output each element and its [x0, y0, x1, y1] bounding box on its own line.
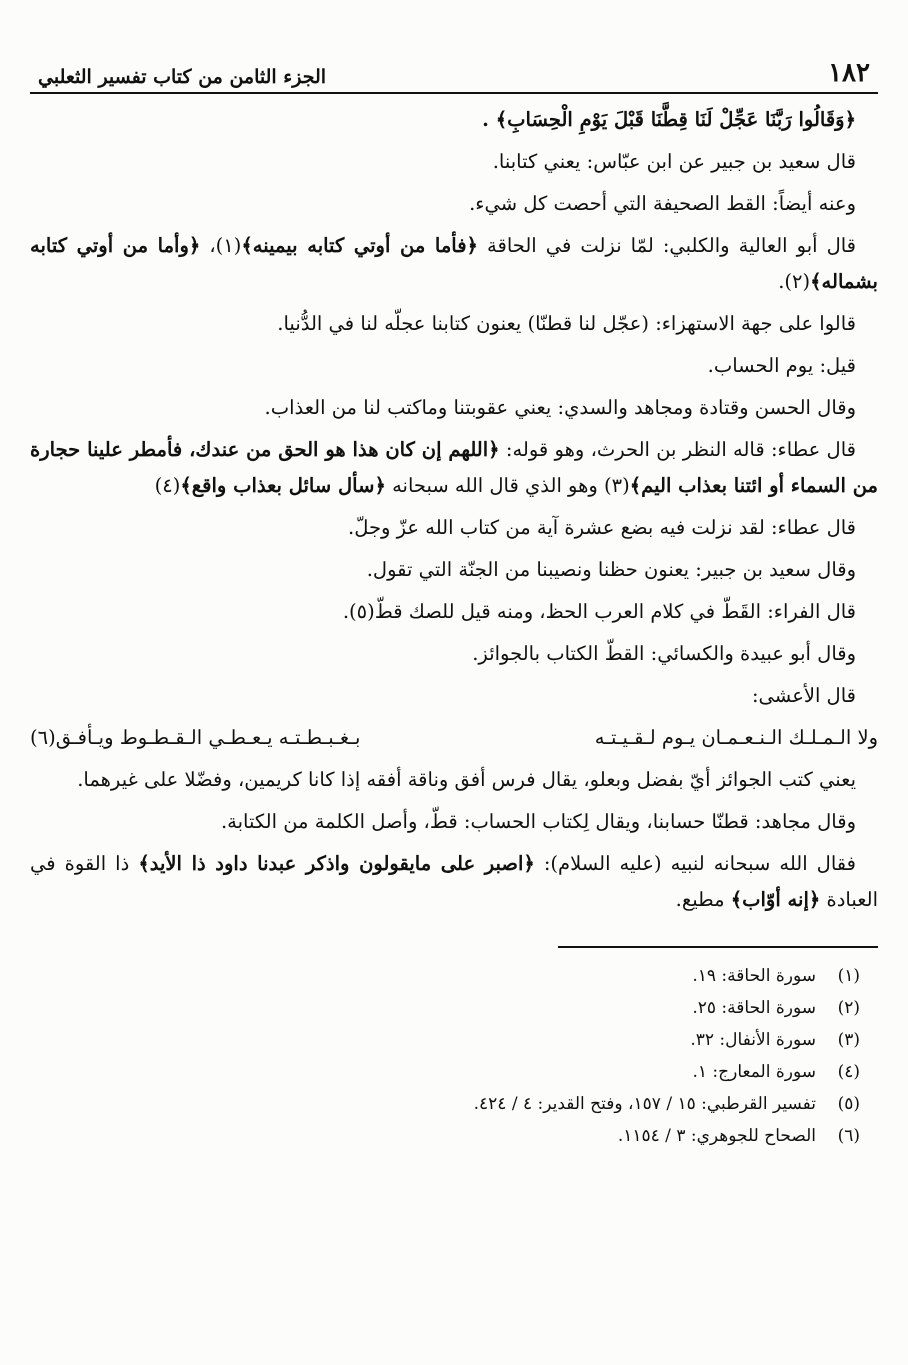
footnote-separator [558, 946, 878, 948]
footnote-text: تفسير القرطبي: ١٥ / ١٥٧، وفتح القدير: ٤ / ٤٢٤. [473, 1094, 816, 1114]
text-run: وعنه أيضاً: القط الصحيفة التي أحصت كل شيء. [469, 192, 856, 215]
text-run: ذا القوة في العبادة [30, 852, 878, 911]
footnote-text: الصحاح للجوهري: ٣ / ١١٥٤. [617, 1126, 816, 1146]
text-run: يعني كتب الجوائز أيّ بفضل وبعلو، يقال فرس أفق وناقة أفقه إذا كانا كريمين، وفضّلا على غيرهما. [77, 768, 856, 791]
footnote [30, 992, 878, 1024]
quran-quote: ﴿إنه أوّاب﴾ [730, 888, 821, 911]
text-run: (٣) وهو الذي قال الله سبحانه [385, 474, 630, 497]
page-number: ١٨٢ [828, 58, 870, 88]
quran-quote: ﴿وَقَالُوا رَبَّنَا عَجِّلْ لَنَا قِطَّنَا قَبْلَ يَوْمِ الْحِسَابِ﴾ . [482, 108, 856, 131]
text-run: وقال أبو عبيدة والكسائي: القطّ الكتاب بالجوائز. [472, 642, 856, 665]
paragraph [30, 306, 878, 342]
paragraphs-before-verse [30, 102, 878, 714]
text-run: (٤) [154, 474, 181, 497]
footnote-text: سورة المعارج: ١. [692, 1062, 816, 1082]
text-run: فقال الله سبحانه لنبيه (عليه السلام): [534, 852, 856, 875]
text-run: قال الفراء: القَطّ في كلام العرب الحظ، ومنه قيل للصك قطّ(٥). [342, 600, 856, 623]
footnote [30, 1088, 878, 1120]
footnote-number: (٤) [837, 1062, 860, 1082]
footnote-number: (٣) [837, 1030, 860, 1050]
text-run: قال أبو العالية والكلبي: لمّا نزلت في الحاقة [478, 234, 857, 257]
poetry-verse [30, 720, 878, 756]
paragraph [30, 510, 878, 546]
text-run: وقال سعيد بن جبير: يعنون حظنا ونصيبنا من الجنّة التي تقول. [366, 558, 856, 581]
footnote-text: سورة الحاقة: ٢٥. [692, 998, 816, 1018]
text-run: مطيع. [675, 888, 731, 911]
text-run: قال الأعشى: [751, 684, 856, 707]
footnote-number: (١) [837, 966, 860, 986]
quran-quote: ﴿اصبر على مايقولون واذكر عبدنا داود ذا الأيد﴾ [138, 852, 535, 875]
footnote-number: (٥) [837, 1094, 860, 1114]
footnote [30, 1056, 878, 1088]
paragraph [30, 636, 878, 672]
page-header [30, 40, 878, 94]
paragraph [30, 144, 878, 180]
text-run: (١)، [200, 234, 242, 257]
paragraph [30, 594, 878, 630]
paragraph [30, 348, 878, 384]
paragraph [30, 432, 878, 504]
verse-first-hemistich: ولا الـمـلـك الـنـعـمـان يـوم لـقـيـتـه [594, 726, 878, 749]
footnote-number: (٢) [837, 998, 860, 1018]
paragraph [30, 678, 878, 714]
verse-second-hemistich: بـغـبـطـتـه يـعـطـي الـقـطـوط ويـأفـق(٦) [30, 726, 361, 749]
footnote [30, 1120, 878, 1152]
paragraph [30, 102, 878, 138]
text-run: قال سعيد بن جبير عن ابن عبّاس: يعني كتابنا. [492, 150, 856, 173]
paragraph [30, 390, 878, 426]
paragraph [30, 846, 878, 918]
text-run: وقال الحسن وقتادة ومجاهد والسدي: يعني عقوبتنا وماكتب لنا من العذاب. [264, 396, 856, 419]
paragraph [30, 228, 878, 300]
text-run: (٢). [778, 270, 811, 293]
footnote-number: (٦) [837, 1126, 860, 1146]
quran-quote: ﴿اللهم إن كان هذا هو الحق من عندك، فأمطر علينا حجارة من السماء أو ائتنا بعذاب اليم﴾ [30, 438, 878, 497]
paragraphs-after-verse [30, 762, 878, 918]
footnotes [30, 960, 878, 1152]
paragraph [30, 186, 878, 222]
page-body [30, 94, 878, 1152]
paragraph [30, 762, 878, 798]
paragraph [30, 552, 878, 588]
quran-quote: ﴿فأما من أوتي كتابه بيمينه﴾ [241, 234, 478, 257]
footnote [30, 960, 878, 992]
footnote [30, 1024, 878, 1056]
text-run: قيل: يوم الحساب. [707, 354, 856, 377]
text-run: قالوا على جهة الاستهزاء: (عجّل لنا قطنّا) يعنون كتابنا عجلّه لنا في الدُّنيا. [277, 312, 856, 335]
book-page [30, 40, 878, 1152]
footnote-text: سورة الحاقة: ١٩. [692, 966, 816, 986]
footnote-text: سورة الأنفال: ٣٢. [690, 1030, 816, 1050]
running-title: الجزء الثامن من كتاب تفسير الثعلبي [38, 66, 327, 88]
quran-quote: ﴿وأما من أوتي كتابه بشماله﴾ [30, 234, 878, 293]
text-run: وقال مجاهد: قطنّا حسابنا، ويقال لِكتاب الحساب: قطّ، وأصل الكلمة من الكتابة. [220, 810, 856, 833]
quran-quote: ﴿سأل سائل بعذاب واقع﴾ [180, 474, 386, 497]
text-run: قال عطاء: لقد نزلت فيه بضع عشرة آية من كتاب الله عزّ وجلّ. [348, 516, 856, 539]
text-run: قال عطاء: قاله النظر بن الحرث، وهو قوله: [499, 438, 856, 461]
paragraph [30, 804, 878, 840]
